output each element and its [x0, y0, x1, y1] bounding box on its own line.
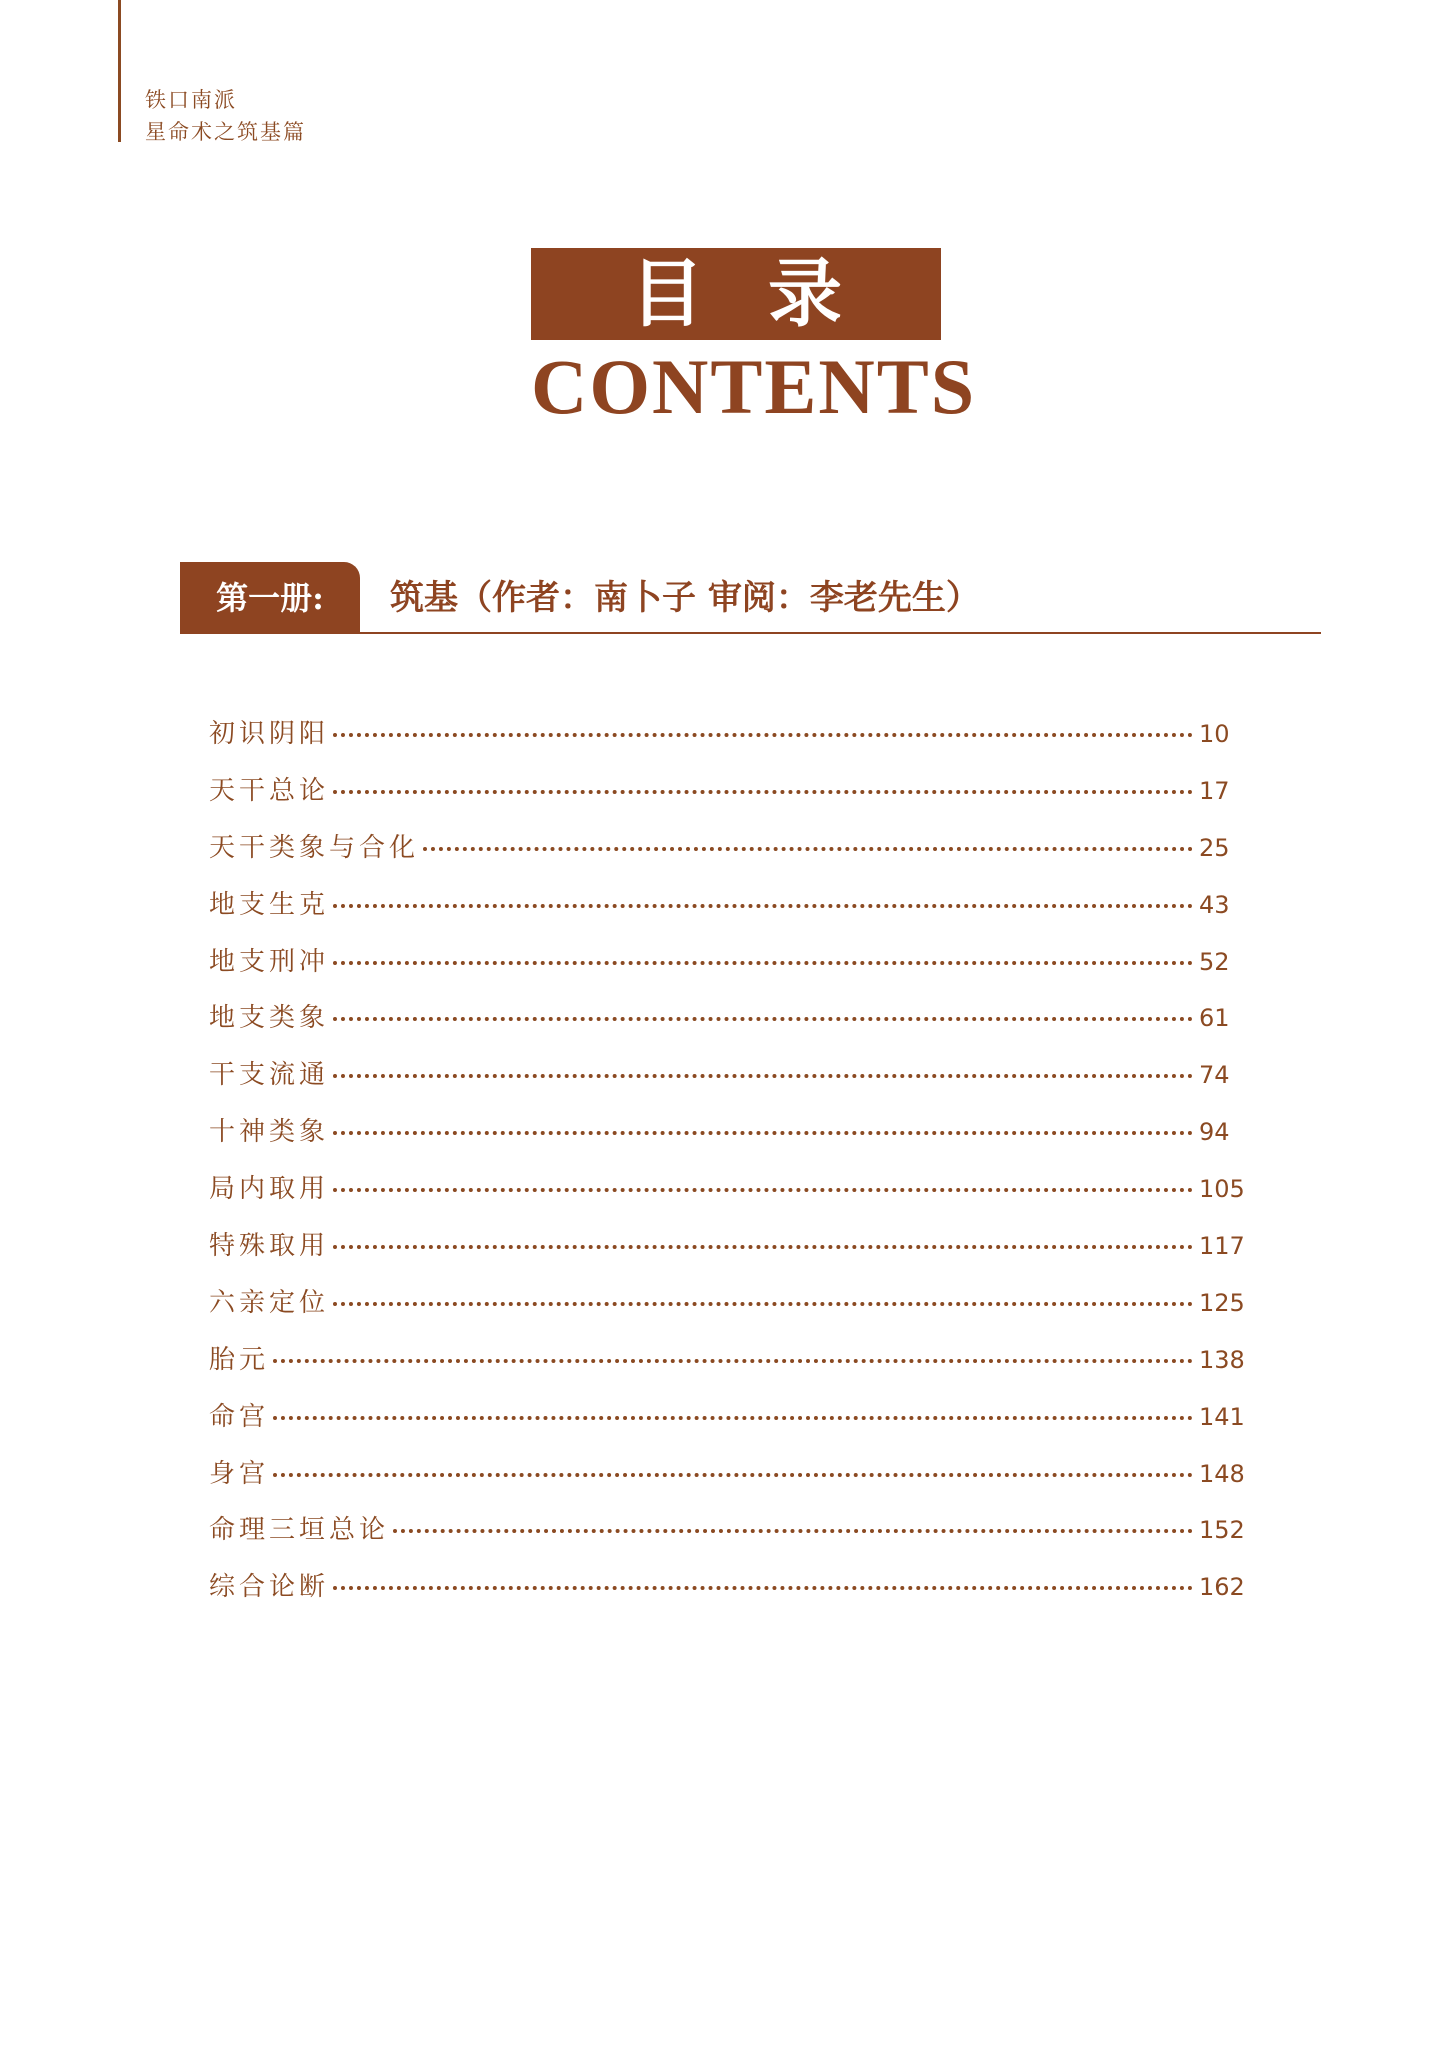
toc-entry-page: 125: [1199, 1288, 1245, 1317]
toc-entry-label: 综合论断: [209, 1572, 330, 1603]
toc-entry[interactable]: [209, 1453, 1247, 1510]
contents-title-zh: 目录: [531, 248, 941, 340]
dot-leader: [333, 733, 1193, 737]
toc-entry[interactable]: [209, 1396, 1247, 1453]
dot-leader: [333, 790, 1193, 794]
dot-leader: [333, 1586, 1193, 1590]
toc-entry[interactable]: [209, 941, 1247, 998]
dot-leader: [333, 1074, 1193, 1078]
dot-leader: [333, 1245, 1193, 1249]
toc-entry-page: 17: [1199, 776, 1230, 805]
section-underline: [180, 632, 1321, 634]
toc-entry-label: 地支类象: [209, 1003, 330, 1034]
dot-leader: [333, 904, 1193, 908]
toc-entry[interactable]: [209, 1168, 1247, 1225]
dot-leader: [333, 1188, 1193, 1192]
toc-entry-label: 命理三垣总论: [209, 1515, 390, 1546]
running-header: [145, 84, 306, 148]
toc-entry[interactable]: [209, 1509, 1247, 1566]
toc-entry-page: 25: [1199, 833, 1230, 862]
toc-entry-page: 117: [1199, 1232, 1245, 1261]
toc-entry-label: 十神类象: [209, 1117, 330, 1148]
toc-entry-label: 胎元: [209, 1344, 270, 1375]
toc-entry[interactable]: [209, 770, 1247, 827]
toc-entry-page: 152: [1199, 1516, 1245, 1545]
toc-entry-label: 身宫: [209, 1458, 270, 1489]
dot-leader: [333, 1302, 1193, 1306]
toc-entry-label: 命宫: [209, 1401, 270, 1432]
dot-leader: [423, 847, 1193, 851]
toc-entry-label: 局内取用: [209, 1174, 330, 1205]
toc-entry[interactable]: [209, 997, 1247, 1054]
toc-entry-page: 162: [1199, 1573, 1245, 1602]
toc-entry[interactable]: [209, 1566, 1247, 1623]
header-series: 铁口南派: [145, 88, 237, 112]
toc-entry-page: 74: [1199, 1061, 1230, 1090]
toc-entry[interactable]: [209, 884, 1247, 941]
margin-rule: [118, 0, 121, 142]
toc-entry-label: 特殊取用: [209, 1231, 330, 1262]
header-subtitle: 星命术之筑基篇: [145, 120, 306, 144]
dot-leader: [393, 1529, 1193, 1533]
table-of-contents: [209, 713, 1247, 1623]
toc-entry-page: 10: [1199, 720, 1230, 748]
dot-leader: [333, 1131, 1193, 1135]
toc-entry-label: 地支生克: [209, 889, 330, 920]
section-title: 筑基（作者：南卜子 审阅：李老先生）: [390, 578, 980, 618]
toc-entry[interactable]: [209, 1282, 1247, 1339]
section-tab: 第一册:: [180, 562, 360, 634]
contents-title-en: CONTENTS: [531, 343, 977, 430]
toc-entry-page: 43: [1199, 890, 1230, 919]
toc-entry[interactable]: [209, 827, 1247, 884]
dot-leader: [333, 961, 1193, 965]
toc-entry[interactable]: [209, 1111, 1247, 1168]
dot-leader: [333, 1017, 1193, 1021]
dot-leader: [273, 1473, 1193, 1477]
toc-entry-page: 141: [1199, 1402, 1245, 1431]
toc-entry[interactable]: [209, 1225, 1247, 1282]
toc-entry-page: 52: [1199, 947, 1230, 976]
toc-entry-page: 148: [1199, 1459, 1245, 1488]
toc-entry-page: 61: [1199, 1004, 1230, 1033]
toc-entry[interactable]: [209, 1339, 1247, 1396]
toc-entry-label: 干支流通: [209, 1060, 330, 1091]
dot-leader: [273, 1416, 1193, 1420]
toc-entry-page: 94: [1199, 1118, 1230, 1147]
toc-entry-label: 地支刑冲: [209, 946, 330, 977]
dot-leader: [273, 1359, 1193, 1363]
toc-entry-label: 天干总论: [209, 775, 330, 806]
toc-entry-label: 六亲定位: [209, 1287, 330, 1318]
toc-entry[interactable]: [209, 713, 1247, 770]
toc-entry-label: 天干类象与合化: [209, 832, 420, 863]
section-heading: [180, 562, 1321, 634]
toc-entry-page: 138: [1199, 1345, 1245, 1374]
toc-entry[interactable]: [209, 1054, 1247, 1111]
toc-entry-page: 105: [1199, 1175, 1245, 1204]
toc-entry-label: 初识阴阳: [209, 719, 330, 749]
